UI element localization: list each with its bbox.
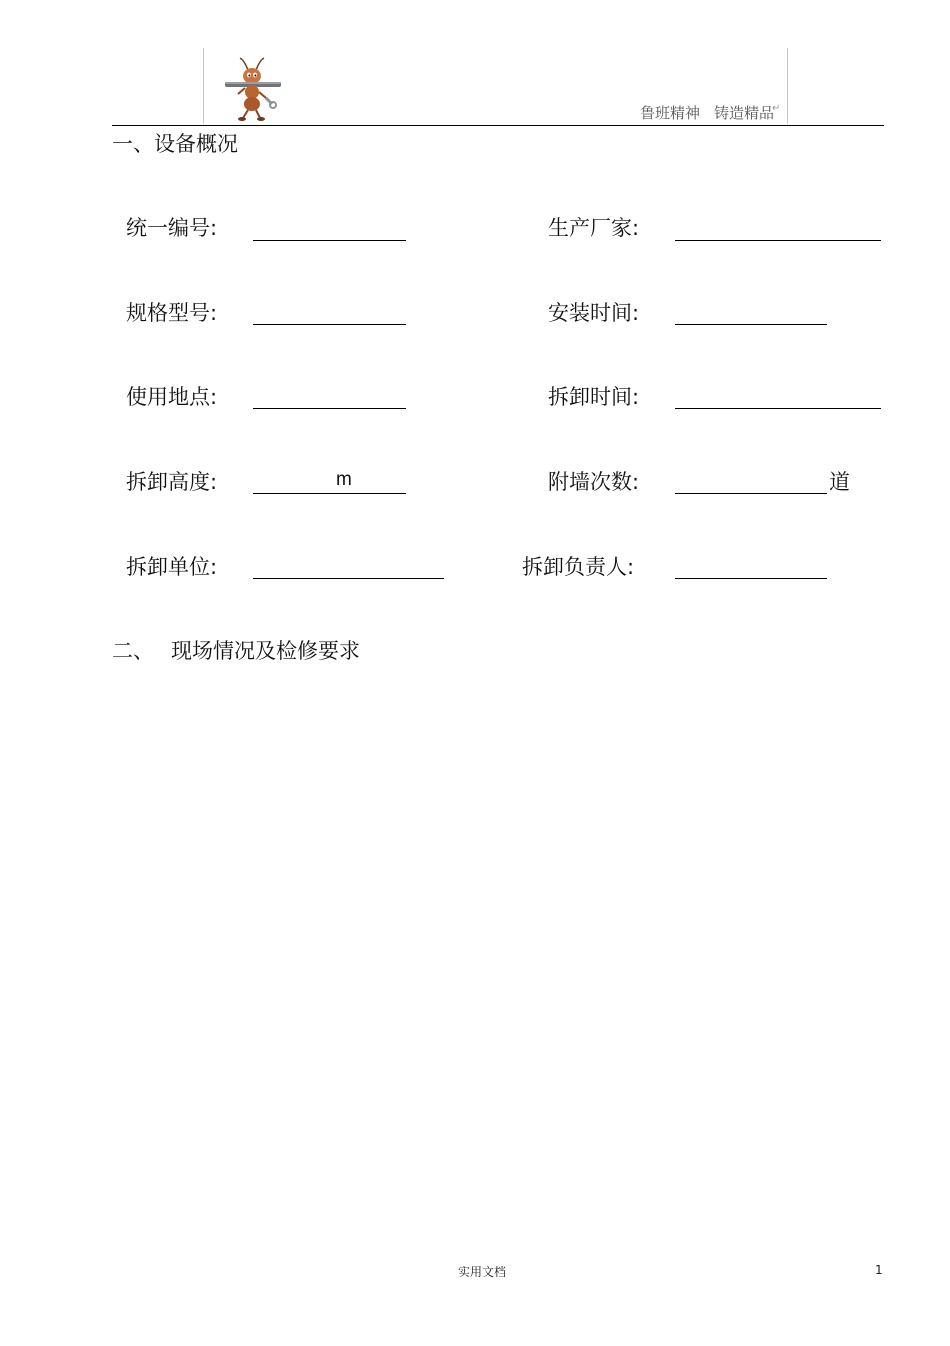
field-dismantle-unit[interactable] [253, 578, 444, 579]
footer-center-text: 实用文档 [458, 1265, 507, 1279]
field-location[interactable] [253, 408, 406, 409]
header-slogan-left: 鲁班精神 [640, 104, 701, 122]
label-unified-no: 统一编号: [126, 216, 218, 240]
label-dismantle-unit: 拆卸单位: [126, 555, 218, 579]
label-wall-attach-count: 附墙次数: [548, 470, 640, 494]
field-model[interactable] [253, 324, 406, 325]
label-install-time: 安装时间: [548, 301, 640, 325]
label-manufacturer: 生产厂家: [548, 216, 640, 240]
page-number: 1 [875, 1263, 883, 1277]
label-model: 规格型号: [126, 301, 218, 325]
field-wall-attach-count[interactable] [675, 493, 827, 494]
header-rule [112, 125, 884, 126]
field-dismantle-leader[interactable] [675, 578, 827, 579]
ant-mascot-icon [222, 56, 284, 122]
section-title-site-inspection: 现场情况及检修要求 [171, 639, 360, 663]
label-dismantle-time: 拆卸时间: [548, 385, 640, 409]
field-unified-no[interactable] [253, 240, 406, 241]
label-location: 使用地点: [126, 385, 218, 409]
header-right-border [787, 48, 788, 124]
section-number-2: 二、 [112, 639, 154, 663]
label-dismantle-leader: 拆卸负责人: [522, 555, 635, 579]
unit-dao: 道 [829, 470, 850, 494]
header-slogan-right: 铸造精品 [714, 104, 775, 122]
field-dismantle-height[interactable] [253, 493, 406, 494]
unit-meter: m [336, 469, 352, 490]
field-install-time[interactable] [675, 324, 827, 325]
section-title-equipment-overview: 一、设备概况 [112, 132, 238, 156]
field-manufacturer[interactable] [675, 240, 881, 241]
paragraph-mark-icon: ↵ [772, 103, 781, 114]
label-dismantle-height: 拆卸高度: [126, 470, 218, 494]
field-dismantle-time[interactable] [675, 408, 881, 409]
header-left-border [203, 48, 204, 124]
